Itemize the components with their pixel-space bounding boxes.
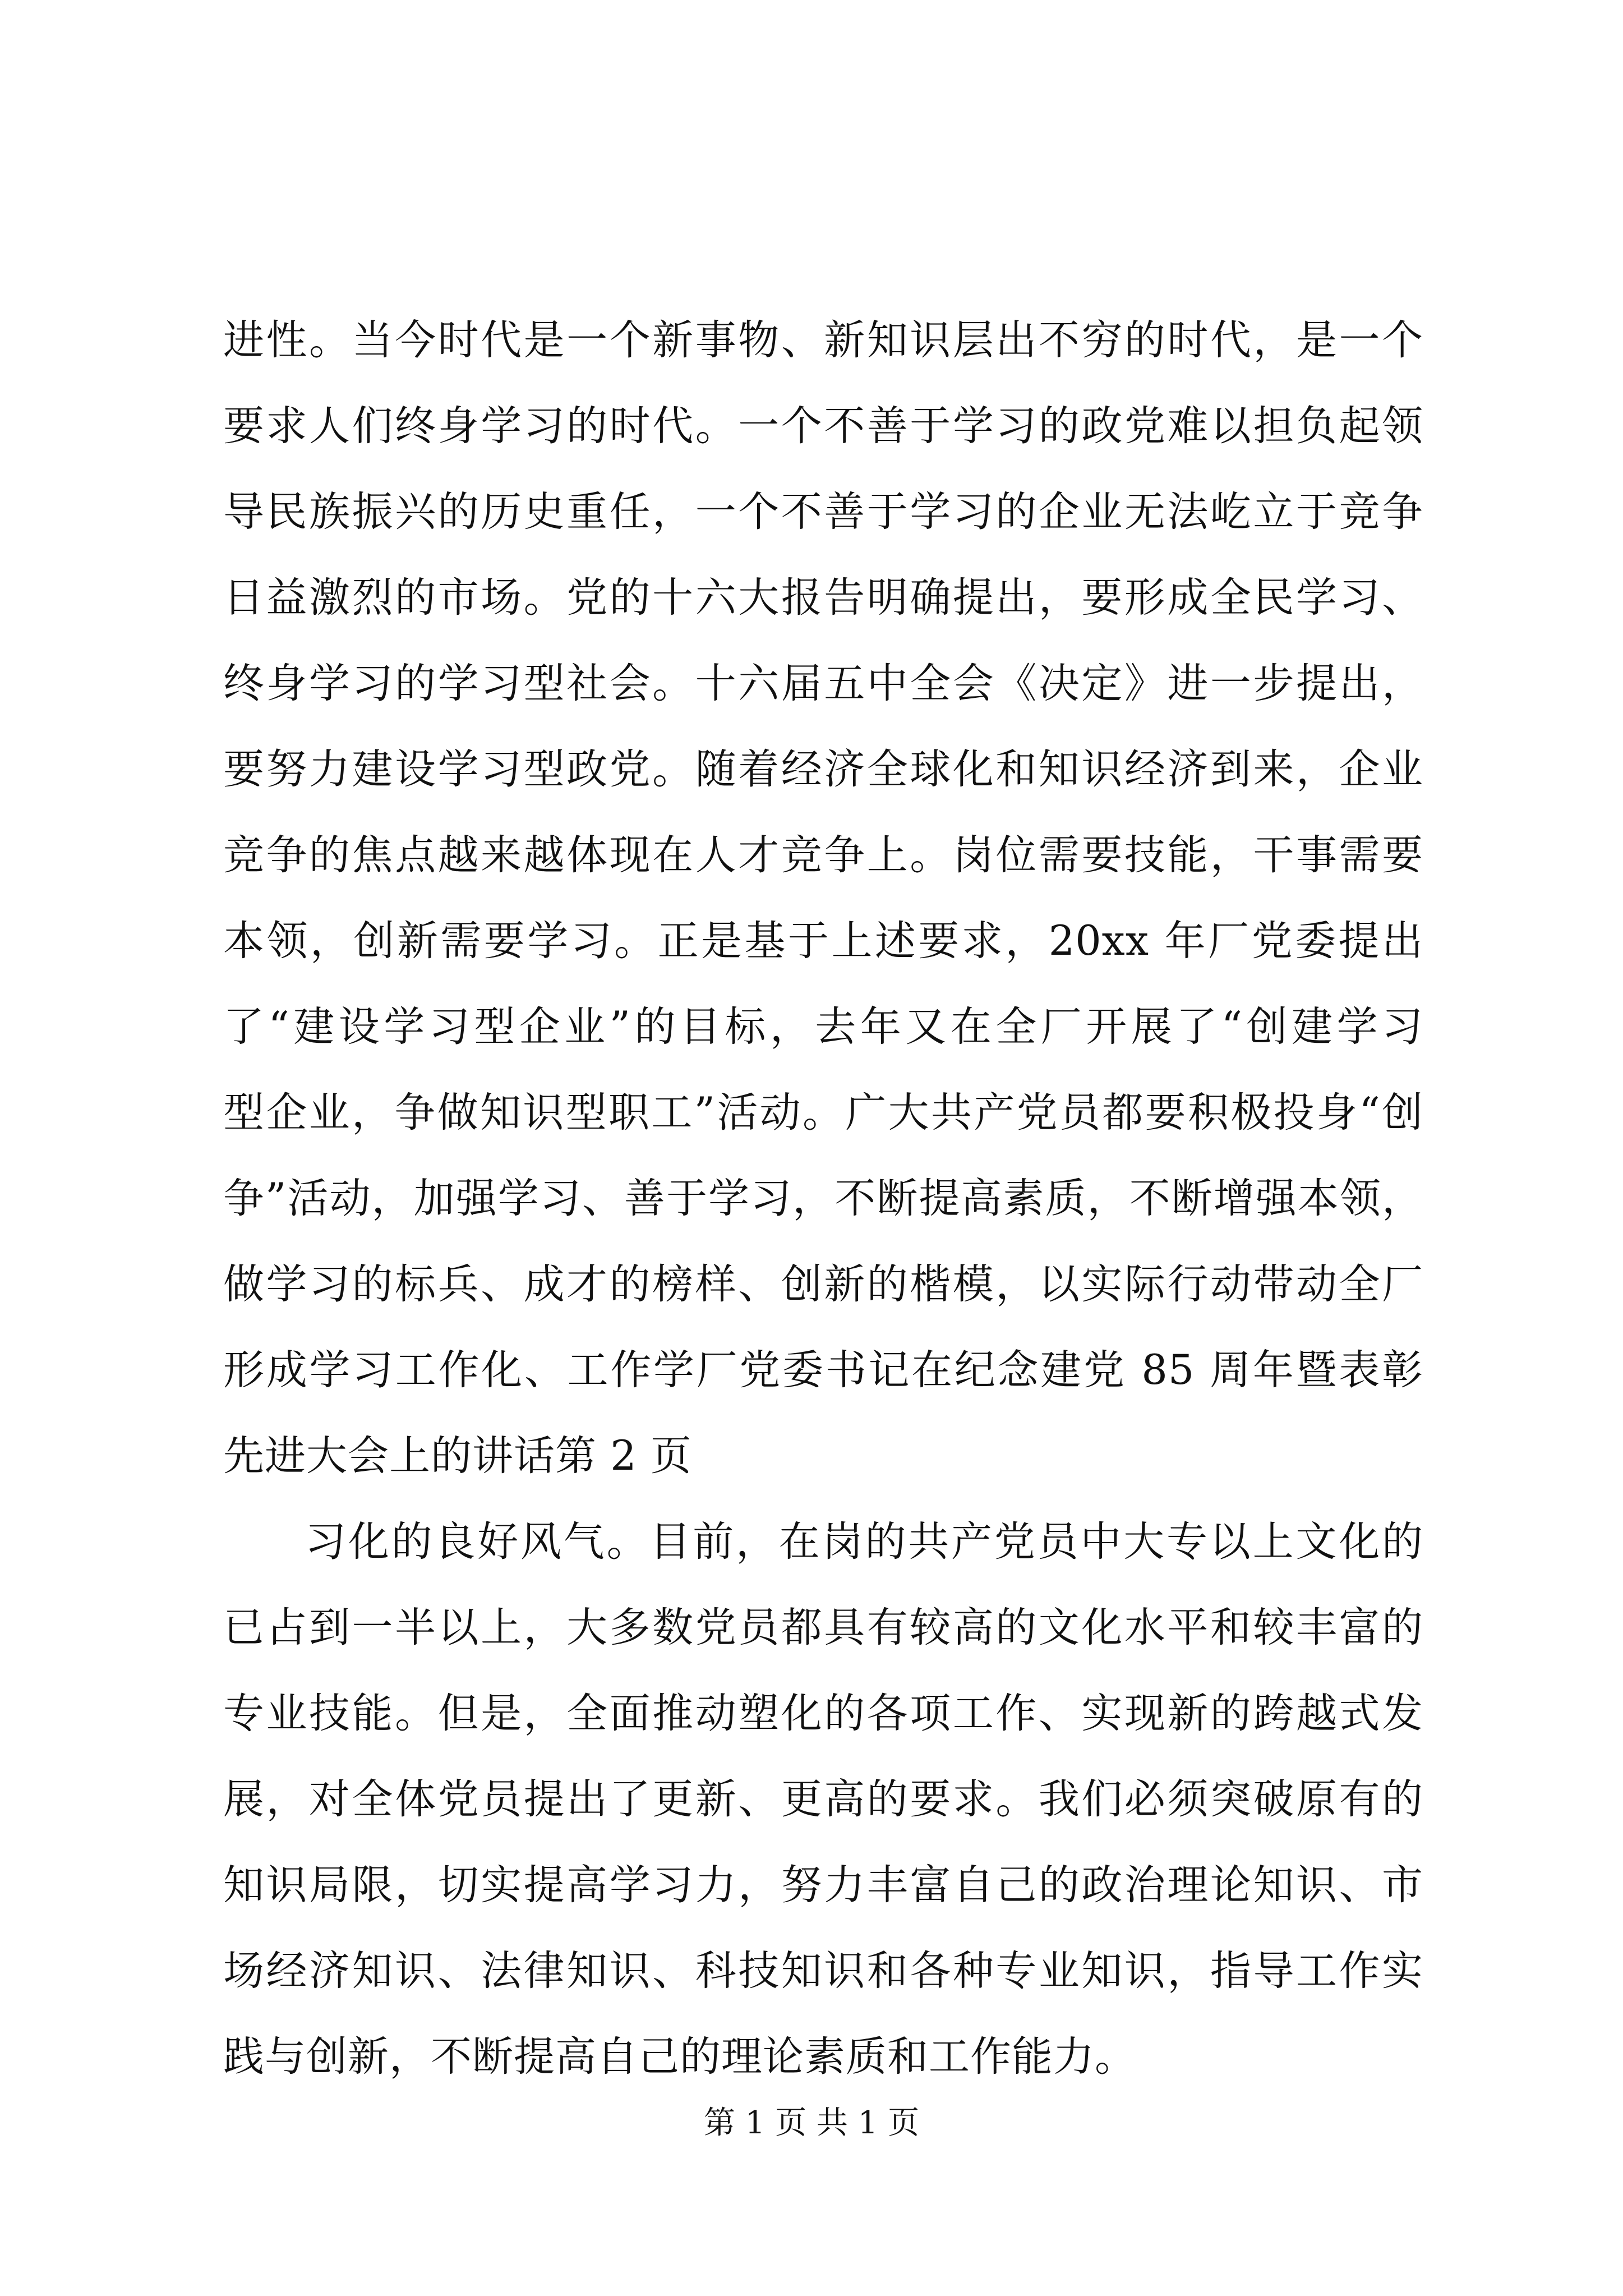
- text-line: 先进大会上的讲话第 2 页: [223, 1432, 692, 1480]
- text-line: 竞争的焦点越来越体现在人才竞争上。岗位需要技能，干事需要: [223, 831, 1423, 879]
- text-line: 习化的良好风气。目前，在岗的共产党员中大专以上文化的: [305, 1518, 1423, 1566]
- text-line: 要求人们终身学习的时代。一个不善于学习的政党难以担负起领: [223, 402, 1423, 450]
- text-line: 知识局限，切实提高学习力，努力丰富自己的政治理论知识、市: [223, 1861, 1423, 1909]
- text-line: 场经济知识、法律知识、科技知识和各种专业知识，指导工作实: [223, 1947, 1423, 1995]
- text-line: 做学习的标兵、成才的榜样、创新的楷模，以实际行动带动全厂: [223, 1260, 1423, 1308]
- text-line: 了“建设学习型企业”的目标，去年又在全厂开展了“创建学习: [223, 1003, 1423, 1051]
- paragraph-1: [223, 297, 1423, 1499]
- paragraph-2: [223, 1499, 1423, 2100]
- text-line: 专业技能。但是，全面推动塑化的各项工作、实现新的跨越式发: [223, 1690, 1423, 1737]
- page-footer: [0, 2101, 1623, 2146]
- text-line: 导民族振兴的历史重任，一个不善于学习的企业无法屹立于竞争: [223, 488, 1423, 536]
- text-line: 已占到一半以上，大多数党员都具有较高的文化水平和较丰富的: [223, 1604, 1423, 1651]
- text-line: 展，对全体党员提出了更新、更高的要求。我们必须突破原有的: [223, 1775, 1423, 1823]
- text-line: 日益激烈的市场。党的十六大报告明确提出，要形成全民学习、: [223, 574, 1423, 622]
- text-line: 进性。当今时代是一个新事物、新知识层出不穷的时代，是一个: [223, 316, 1423, 364]
- text-line: 要努力建设学习型政党。随着经济全球化和知识经济到来，企业: [223, 746, 1423, 793]
- body-text: [223, 297, 1423, 2100]
- text-line: 本领，创新需要学习。正是基于上述要求，20xx 年厂党委提出: [223, 917, 1423, 965]
- text-line: 形成学习工作化、工作学厂党委书记在纪念建党 85 周年暨表彰: [223, 1346, 1423, 1394]
- text-line: 型企业，争做知识型职工”活动。广大共产党员都要积极投身“创: [223, 1089, 1423, 1137]
- text-line: 争”活动，加强学习、善于学习，不断提高素质，不断增强本领，: [223, 1175, 1423, 1222]
- text-line: 践与创新，不断提高自己的理论素质和工作能力。: [223, 2033, 1136, 2081]
- text-line: 终身学习的学习型社会。十六届五中全会《决定》进一步提出，: [223, 660, 1423, 707]
- page-number: 第 1 页 共 1 页: [703, 2105, 920, 2141]
